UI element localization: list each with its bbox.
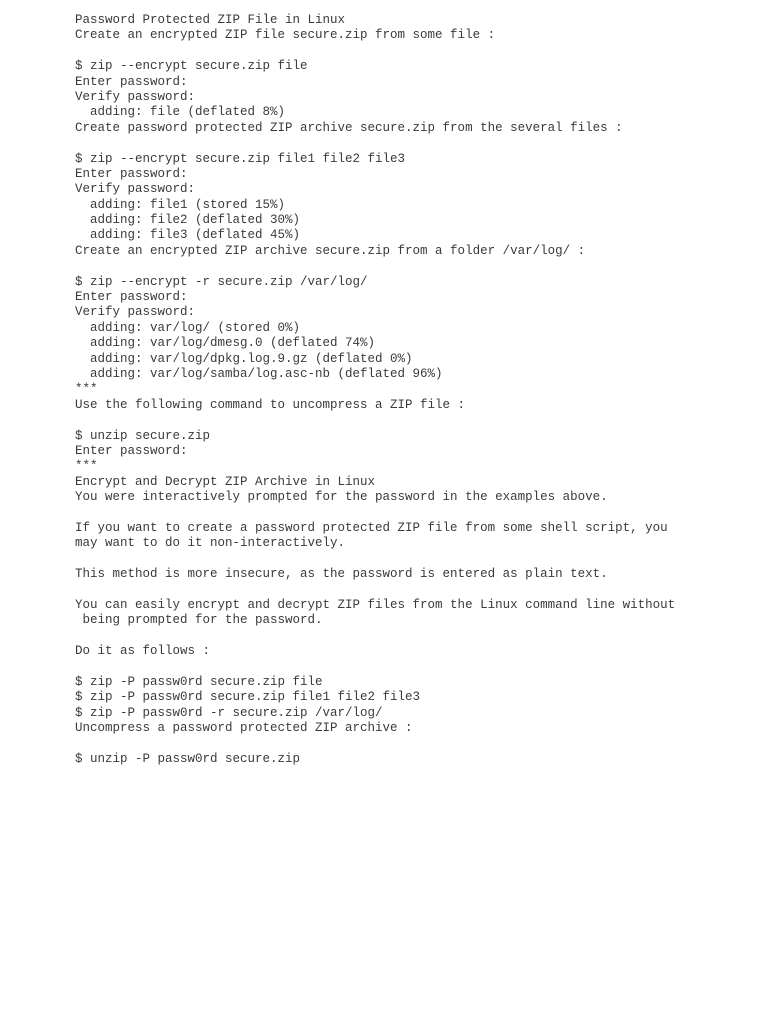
text-line: If you want to create a password protected ZIP file from some shell script, you xyxy=(75,520,668,535)
section-heading: Encrypt and Decrypt ZIP Archive in Linux xyxy=(75,474,376,489)
output-line: Enter password: xyxy=(75,443,188,458)
command-line: $ zip -P passw0rd secure.zip file1 file2 file3 xyxy=(75,690,421,705)
output-line: Verify password: xyxy=(75,182,196,197)
output-line: Verify password: xyxy=(75,89,196,104)
blank-line xyxy=(75,736,755,751)
text-line: Create an encrypted ZIP archive secure.zip from a folder /var/log/ : xyxy=(75,243,586,258)
text-line: You can easily encrypt and decrypt ZIP files from the Linux command line without xyxy=(75,597,676,612)
output-line: Enter password: xyxy=(75,290,188,305)
command-line: $ unzip secure.zip xyxy=(75,428,211,443)
blank-line xyxy=(75,413,755,428)
blank-line xyxy=(75,629,755,644)
blank-line xyxy=(75,44,755,59)
separator: *** xyxy=(75,459,98,474)
output-line: adding: var/log/dmesg.0 (deflated 74%) xyxy=(75,336,376,351)
blank-line xyxy=(75,506,755,521)
text-line: Create password protected ZIP archive secure.zip from the several files : xyxy=(75,120,623,135)
output-line: adding: var/log/dpkg.log.9.gz (deflated 0%) xyxy=(75,351,413,366)
output-line: adding: var/log/ (stored 0%) xyxy=(75,320,301,335)
text-line: Do it as follows : xyxy=(75,644,211,659)
blank-line xyxy=(75,136,755,151)
separator: *** xyxy=(75,382,98,397)
blank-line xyxy=(75,552,755,567)
command-line: $ unzip -P passw0rd secure.zip xyxy=(75,751,301,766)
text-line: Create an encrypted ZIP file secure.zip from some file : xyxy=(75,28,496,43)
command-line: $ zip --encrypt secure.zip file1 file2 file3 xyxy=(75,151,406,166)
text-line: Uncompress a password protected ZIP archive : xyxy=(75,720,413,735)
command-line: $ zip -P passw0rd -r secure.zip /var/log/ xyxy=(75,705,383,720)
output-line: Enter password: xyxy=(75,74,188,89)
text-line: being prompted for the password. xyxy=(75,613,323,628)
text-line: Use the following command to uncompress a ZIP file : xyxy=(75,397,466,412)
output-line: Verify password: xyxy=(75,305,196,320)
output-line: adding: file3 (deflated 45%) xyxy=(75,228,301,243)
text-line: may want to do it non-interactively. xyxy=(75,536,346,551)
blank-line xyxy=(75,582,755,597)
output-line: adding: var/log/samba/log.asc-nb (deflated 96%) xyxy=(75,366,443,381)
blank-line xyxy=(75,659,755,674)
output-line: Enter password: xyxy=(75,166,188,181)
command-line: $ zip -P passw0rd secure.zip file xyxy=(75,674,323,689)
command-line: $ zip --encrypt -r secure.zip /var/log/ xyxy=(75,274,368,289)
command-line: $ zip --encrypt secure.zip file xyxy=(75,59,308,74)
text-line: You were interactively prompted for the password in the examples above. xyxy=(75,490,608,505)
document-body xyxy=(75,13,755,767)
blank-line xyxy=(75,259,755,274)
output-line: adding: file1 (stored 15%) xyxy=(75,197,286,212)
document-title: Password Protected ZIP File in Linux xyxy=(75,13,346,27)
output-line: adding: file (deflated 8%) xyxy=(75,105,286,120)
text-line: This method is more insecure, as the password is entered as plain text. xyxy=(75,567,608,582)
output-line: adding: file2 (deflated 30%) xyxy=(75,213,301,228)
